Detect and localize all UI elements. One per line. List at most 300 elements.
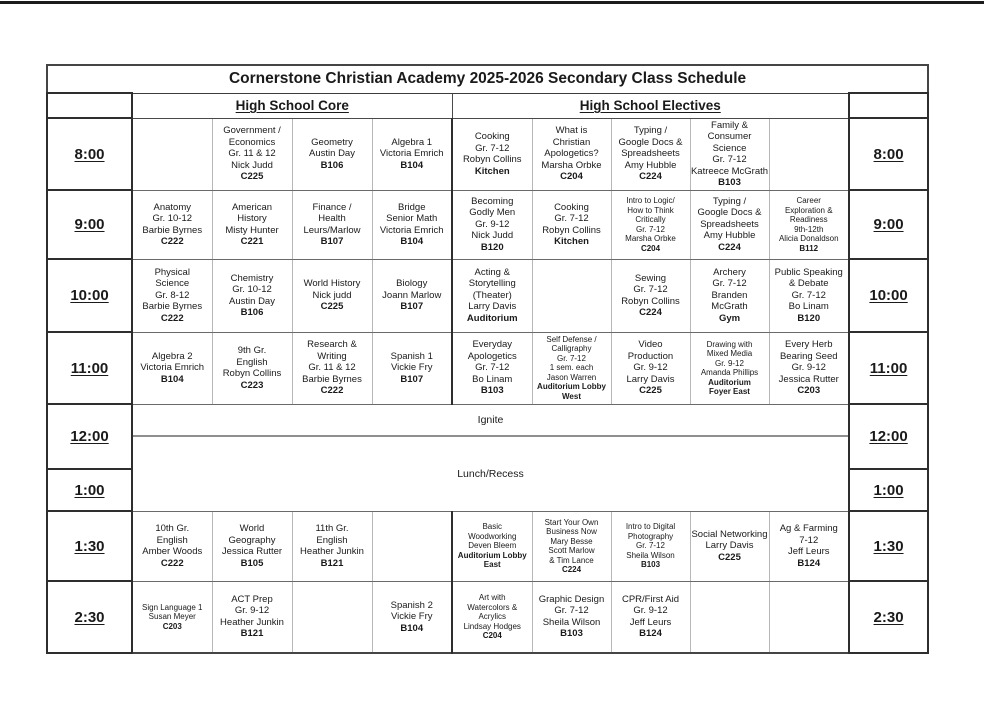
class-cell [452, 118, 532, 190]
class-room-line: C204 [560, 171, 583, 183]
class-info-line: Robyn Collins [222, 368, 282, 379]
class-room-line: C224 [639, 307, 662, 318]
class-info-line: Amy Hubble [624, 159, 677, 171]
class-room-line: East [483, 560, 501, 570]
time-label: 11:00 [869, 359, 908, 377]
class-room-line: B124 [639, 628, 662, 640]
class-info-line: American [231, 201, 273, 213]
class-info-line: Gr. 7-12 [633, 284, 668, 295]
class-info-line: Gr. 11 & 12 [308, 362, 356, 374]
class-info-line: Gr. 11 & 12 [228, 148, 276, 160]
class-info-line: Google Docs & [618, 136, 683, 148]
schedule-row [47, 118, 928, 190]
class-info-line: Gr. 9-12 [715, 358, 744, 368]
time-cell-right [849, 190, 928, 259]
class-cell [212, 190, 292, 259]
class-info-line: Austin Day [309, 148, 355, 160]
class-room-line: B105 [240, 557, 264, 569]
class-info-line: Bearing Seed [779, 350, 838, 362]
class-cell [690, 190, 769, 259]
class-info-line: Gr. 8-12 [155, 289, 190, 301]
class-info-line: Art with [478, 593, 506, 602]
time-cell-left [47, 332, 132, 404]
class-info-line: Victoria Emrich [140, 362, 205, 374]
time-label: 1:00 [74, 481, 105, 499]
class-room-line: B104 [400, 236, 424, 247]
class-room-line: B124 [797, 557, 821, 569]
time-label: 1:00 [873, 481, 904, 499]
class-info-line: Robyn Collins [462, 154, 522, 165]
midday-band-row [47, 404, 928, 511]
class-info-line: 1 sem. each [549, 363, 594, 373]
class-info-line: Vickie Fry [390, 611, 433, 622]
class-info-line: Jessica Rutter [221, 546, 283, 557]
class-room-line: Kitchen [474, 165, 510, 177]
empty-cell [769, 118, 849, 190]
class-info-line: Gr. 7-12 [475, 142, 510, 154]
time-label: 12:00 [70, 428, 109, 445]
class-info-line: Robyn Collins [542, 224, 601, 236]
time-cell-right [849, 259, 928, 332]
time-label: 8:00 [74, 145, 105, 163]
class-room-line: B104 [400, 159, 424, 171]
class-info-line: Bo Linam [788, 301, 829, 313]
class-info-line: 9th-12th [794, 224, 824, 234]
class-info-line: Larry Davis [468, 301, 517, 313]
class-info-line: Jeff Leurs [787, 546, 830, 557]
class-cell [212, 581, 292, 653]
class-info-line: Typing / [712, 195, 747, 207]
class-room-line: Auditorium [708, 377, 751, 387]
class-info-line: Algebra 2 [151, 350, 193, 362]
section-header-core [132, 93, 452, 118]
class-info-line: Mixed Media [706, 349, 753, 358]
class-info-line: Marsha Orbke [625, 234, 676, 243]
class-room-line: B103 [640, 560, 661, 570]
class-info-line: Gr. 7-12 [557, 353, 586, 363]
class-room-line: C224 [561, 565, 582, 574]
class-info-line: Robyn Collins [621, 295, 680, 307]
class-info-line: Algebra 1 [391, 136, 433, 148]
time-label: 12:00 [869, 428, 908, 445]
class-info-line: Bo Linam [472, 373, 513, 385]
schedule-row [47, 511, 928, 581]
class-info-line: 10th Gr. [155, 523, 190, 534]
class-info-line: Anatomy [153, 201, 191, 213]
class-info-line: Physical [154, 266, 190, 278]
class-info-line: Nick judd [312, 289, 352, 301]
class-info-line: Exploration & [784, 205, 833, 215]
class-cell [611, 511, 690, 581]
class-info-line: Godly Men [469, 207, 516, 219]
class-info-line: Gr. 7-12 [636, 541, 665, 551]
class-room-line: C222 [320, 385, 344, 397]
class-info-line: Gr. 9-12 [475, 218, 510, 230]
class-room-line: B107 [400, 301, 424, 313]
class-room-line: C222 [160, 557, 184, 569]
class-info-line: Acting & [474, 266, 510, 278]
class-info-line: (Theater) [472, 289, 512, 301]
class-room-line: C204 [640, 243, 661, 253]
class-room-line: C204 [482, 631, 502, 640]
class-info-line: What is [555, 125, 588, 137]
class-cell [212, 332, 292, 404]
class-cell [132, 581, 212, 653]
class-info-line: Bridge [398, 201, 426, 213]
class-info-line: Science [155, 278, 190, 290]
class-info-line: Jeff Leurs [629, 616, 672, 628]
class-cell [532, 190, 611, 259]
class-room-line: C203 [797, 385, 821, 397]
class-cell [452, 259, 532, 332]
class-info-line: Sheila Wilson [626, 550, 675, 560]
class-info-line: Gr. 9-12 [791, 362, 826, 374]
class-cell [132, 190, 212, 259]
class-info-line: English [236, 356, 268, 368]
time-cell-left [47, 118, 132, 190]
class-info-line: Jessica Rutter [778, 373, 839, 385]
time-cell-right [849, 332, 928, 404]
class-room-line: B120 [797, 312, 821, 324]
class-info-line: Storytelling [468, 278, 516, 290]
class-cell [690, 511, 769, 581]
schedule-row [47, 332, 928, 404]
class-cell [532, 118, 611, 190]
section-header-electives-label: High School Electives [579, 98, 721, 113]
section-header-electives [452, 93, 849, 118]
class-info-line: Larry Davis [626, 373, 675, 385]
class-info-line: Gr. 7-12 [791, 289, 826, 301]
class-cell [372, 259, 452, 332]
class-info-line: English [316, 534, 348, 546]
class-room-line: Auditorium Lobby [537, 382, 606, 392]
class-info-line: Geography [228, 534, 276, 546]
class-info-line: Sheila Wilson [542, 616, 601, 628]
class-info-line: Government / [223, 125, 281, 137]
class-room-line: B103 [480, 385, 504, 397]
class-info-line: Video [638, 339, 663, 351]
class-room-line: Gym [718, 312, 741, 324]
class-cell [769, 511, 849, 581]
class-info-line: Gr. 7-12 [554, 213, 589, 224]
class-info-line: Amy Hubble [703, 230, 756, 242]
class-info-line: Social Networking [691, 528, 768, 540]
class-room-line: C203 [162, 621, 182, 631]
class-room-line: B104 [400, 622, 424, 634]
schedule-title: Cornerstone Christian Academy 2025-2026 Secondary Class Schedule [47, 65, 928, 93]
class-cell [372, 581, 452, 653]
class-info-line: Larry Davis [705, 540, 754, 552]
class-info-line: Vickie Fry [390, 362, 433, 374]
class-info-line: Typing / [633, 125, 668, 137]
class-room-line: Foyer East [709, 387, 750, 396]
class-info-line: Photography [627, 531, 674, 541]
class-info-line: World [239, 523, 265, 534]
time-cell-left [47, 259, 132, 332]
time-label: 1:30 [873, 537, 904, 555]
class-cell [212, 511, 292, 581]
class-info-line: Heather Junkin [220, 616, 284, 628]
class-cell [292, 332, 372, 404]
time-label: 11:00 [70, 359, 109, 377]
class-info-line: Nick Judd [231, 159, 273, 171]
class-cell [769, 190, 849, 259]
class-cell [132, 259, 212, 332]
class-info-line: Ag & Farming [779, 523, 838, 534]
class-info-line: Spreadsheets [700, 218, 759, 230]
class-room-line: C224 [639, 171, 662, 183]
time-column-header-right [849, 93, 928, 118]
page-top-rule [0, 1, 984, 4]
time-cell-right [849, 118, 928, 190]
class-room-line: B112 [799, 243, 819, 253]
class-info-line: Christian [552, 136, 591, 148]
class-info-line: Calligraphy [551, 344, 592, 354]
class-info-line: Susan Meyer [148, 612, 196, 621]
class-info-line: Biology [396, 278, 428, 290]
class-cell [212, 259, 292, 332]
class-cell [611, 581, 690, 653]
class-info-line: Drawing with [706, 339, 753, 349]
class-info-line: Start Your Own [544, 517, 599, 527]
schedule-table [46, 64, 929, 654]
class-info-line: Basic [482, 522, 503, 532]
class-info-line: Watercolors & [467, 602, 518, 612]
class-room-line: C222 [160, 236, 184, 247]
class-info-line: Apologetics? [544, 148, 599, 160]
class-info-line: Public Speaking [774, 266, 843, 278]
class-info-line: How to Think [627, 205, 674, 215]
class-cell [611, 332, 690, 404]
class-cell [452, 511, 532, 581]
class-info-line: Branden [711, 289, 748, 301]
class-info-line: Geometry [311, 136, 353, 148]
class-room-line: B103 [560, 628, 583, 640]
class-info-line: 7-12 [799, 534, 819, 546]
class-cell [611, 259, 690, 332]
class-cell [292, 259, 372, 332]
class-cell [212, 118, 292, 190]
time-cell-left [47, 511, 132, 581]
class-info-line: Google Docs & [697, 207, 762, 219]
time-column-header-left [47, 93, 132, 118]
class-info-line: Senior Math [386, 213, 438, 224]
class-room-line: C225 [639, 385, 662, 397]
schedule-row [47, 581, 928, 653]
empty-cell [292, 581, 372, 653]
class-info-line: Gr. 7-12 [475, 362, 510, 374]
midday-band-cell [132, 404, 849, 511]
class-info-line: & Debate [788, 278, 829, 290]
class-info-line: Acrylics [478, 612, 507, 621]
class-info-line: Sewing [634, 272, 667, 284]
class-info-line: Intro to Logic/ [626, 196, 675, 205]
class-info-line: Writing [317, 350, 347, 362]
class-info-line: English [156, 534, 188, 546]
lunch-recess-label: Lunch/Recess [457, 467, 524, 480]
class-room-line: C223 [240, 379, 264, 391]
class-cell [452, 332, 532, 404]
class-cell [769, 259, 849, 332]
class-info-line: Business Now [546, 527, 597, 536]
class-info-line: Chemistry [230, 272, 274, 284]
time-label: 2:30 [873, 608, 904, 626]
time-label: 1:30 [74, 537, 105, 555]
class-info-line: Apologetics [467, 350, 517, 362]
class-info-line: Gr. 9-12 [633, 362, 668, 374]
section-header-core-label: High School Core [235, 98, 349, 113]
class-info-line: World History [303, 278, 361, 290]
schedule-row [47, 259, 928, 332]
class-info-line: Spanish 2 [390, 599, 433, 611]
class-info-line: Intro to Digital [625, 522, 676, 532]
class-cell [292, 118, 372, 190]
class-info-line: Amanda Phillips [700, 368, 759, 377]
class-info-line: Mary Besse [550, 536, 593, 546]
class-info-line: CPR/First Aid [621, 593, 679, 605]
class-room-line: C221 [240, 236, 264, 247]
class-room-line: C225 [320, 301, 344, 313]
class-info-line: Lindsay Hodges [463, 621, 521, 631]
class-info-line: Critically [635, 215, 666, 224]
class-info-line: Jason Warren [546, 372, 597, 382]
empty-cell [690, 581, 769, 653]
class-info-line: Joann Marlow [382, 289, 442, 301]
class-info-line: Archery [713, 266, 746, 278]
class-info-line: Alicia Donaldson [778, 234, 839, 243]
time-label: 9:00 [873, 216, 904, 233]
class-info-line: Health [318, 213, 346, 224]
time-label: 8:00 [873, 145, 904, 163]
class-info-line: Gr. 10-12 [152, 213, 193, 224]
empty-cell [372, 511, 452, 581]
class-info-line: Barbie Byrnes [142, 301, 203, 313]
class-cell [132, 332, 212, 404]
class-room-line: B121 [320, 557, 344, 569]
class-info-line: Gr. 7-12 [712, 154, 747, 165]
class-info-line: Gr. 7-12 [554, 605, 589, 617]
class-info-line: Consumer Science [707, 131, 752, 154]
class-cell [611, 190, 690, 259]
class-info-line: Victoria Emrich [379, 224, 444, 236]
empty-cell [769, 581, 849, 653]
time-cell-right [849, 581, 928, 653]
class-room-line: B107 [400, 373, 424, 385]
class-info-line: History [237, 213, 267, 224]
class-cell [292, 190, 372, 259]
class-room-line: C225 [718, 551, 741, 563]
class-info-line: Graphic Design [538, 593, 605, 605]
band-time-cell-left [47, 404, 132, 511]
class-info-line: Barbie Byrnes [302, 373, 362, 385]
class-info-line: Nick Judd [471, 230, 514, 242]
class-room-line: B106 [240, 307, 264, 318]
class-info-line: Misty Hunter [225, 224, 279, 236]
class-info-line: Scott Marlow [548, 546, 595, 555]
class-cell [372, 118, 452, 190]
class-info-line: Deven Bleem [468, 541, 517, 551]
class-cell [690, 259, 769, 332]
class-info-line: Cooking [554, 201, 589, 213]
class-cell [292, 511, 372, 581]
class-info-line: Career [796, 196, 821, 205]
class-room-line: B107 [320, 236, 344, 247]
class-info-line: Finance / [312, 201, 352, 213]
class-info-line: Research & [307, 339, 357, 351]
class-info-line: 11th Gr. [315, 523, 349, 534]
class-info-line: Heather Junkin [300, 546, 364, 557]
class-cell [611, 118, 690, 190]
class-room-line: C224 [718, 241, 741, 253]
class-room-line: C225 [240, 171, 264, 183]
class-cell [372, 332, 452, 404]
class-room-line: B121 [240, 628, 264, 640]
time-cell-left [47, 581, 132, 653]
schedule-row [47, 190, 928, 259]
class-cell [690, 332, 769, 404]
class-room-line: B106 [320, 159, 344, 171]
class-room-line: Kitchen [554, 236, 589, 247]
class-info-line: Austin Day [229, 295, 275, 307]
class-room-line: Auditorium Lobby [457, 550, 527, 560]
class-info-line: Production [627, 350, 674, 362]
class-cell [769, 332, 849, 404]
class-info-line: ACT Prep [231, 593, 273, 605]
class-cell [532, 332, 611, 404]
class-info-line: McGrath [711, 301, 748, 313]
class-info-line: Woodworking [468, 531, 517, 541]
class-info-line: & Tim Lance [549, 555, 594, 565]
class-cell [452, 581, 532, 653]
class-room-line: B104 [160, 373, 184, 385]
class-info-line: Leurs/Marlow [303, 224, 361, 236]
class-info-line: Barbie Byrnes [142, 224, 203, 236]
time-label: 2:30 [74, 608, 105, 626]
class-room-line: C222 [160, 312, 184, 324]
empty-cell [532, 259, 611, 332]
class-info-line: Spanish 1 [390, 350, 433, 362]
class-info-line: Katreece McGrath [690, 165, 769, 177]
class-room-line: B120 [480, 241, 504, 253]
time-label: 10:00 [70, 287, 109, 304]
time-label: 10:00 [869, 287, 908, 304]
class-info-line: Family & [711, 119, 748, 131]
class-info-line: Gr. 9-12 [234, 605, 270, 617]
class-room-line: Auditorium [466, 312, 518, 324]
class-info-line: Gr. 7-12 [636, 224, 665, 234]
class-cell [690, 118, 769, 190]
empty-cell [132, 118, 212, 190]
class-info-line: Sign Language 1 [142, 602, 203, 612]
class-info-line: Gr. 10-12 [232, 284, 272, 295]
band-time-cell-right [849, 404, 928, 511]
class-cell [532, 581, 611, 653]
class-cell [372, 190, 452, 259]
class-info-line: Victoria Emrich [379, 148, 444, 160]
time-label: 9:00 [74, 216, 105, 233]
time-cell-left [47, 190, 132, 259]
class-info-line: Amber Woods [142, 546, 203, 557]
class-info-line: Cooking [474, 131, 510, 142]
class-room-line: West [562, 391, 581, 401]
class-info-line: Spreadsheets [621, 148, 680, 160]
class-cell [532, 511, 611, 581]
class-info-line: Becoming [471, 195, 514, 207]
class-cell [452, 190, 532, 259]
class-cell [132, 511, 212, 581]
time-cell-right [849, 511, 928, 581]
class-info-line: Gr. 7-12 [712, 278, 747, 290]
